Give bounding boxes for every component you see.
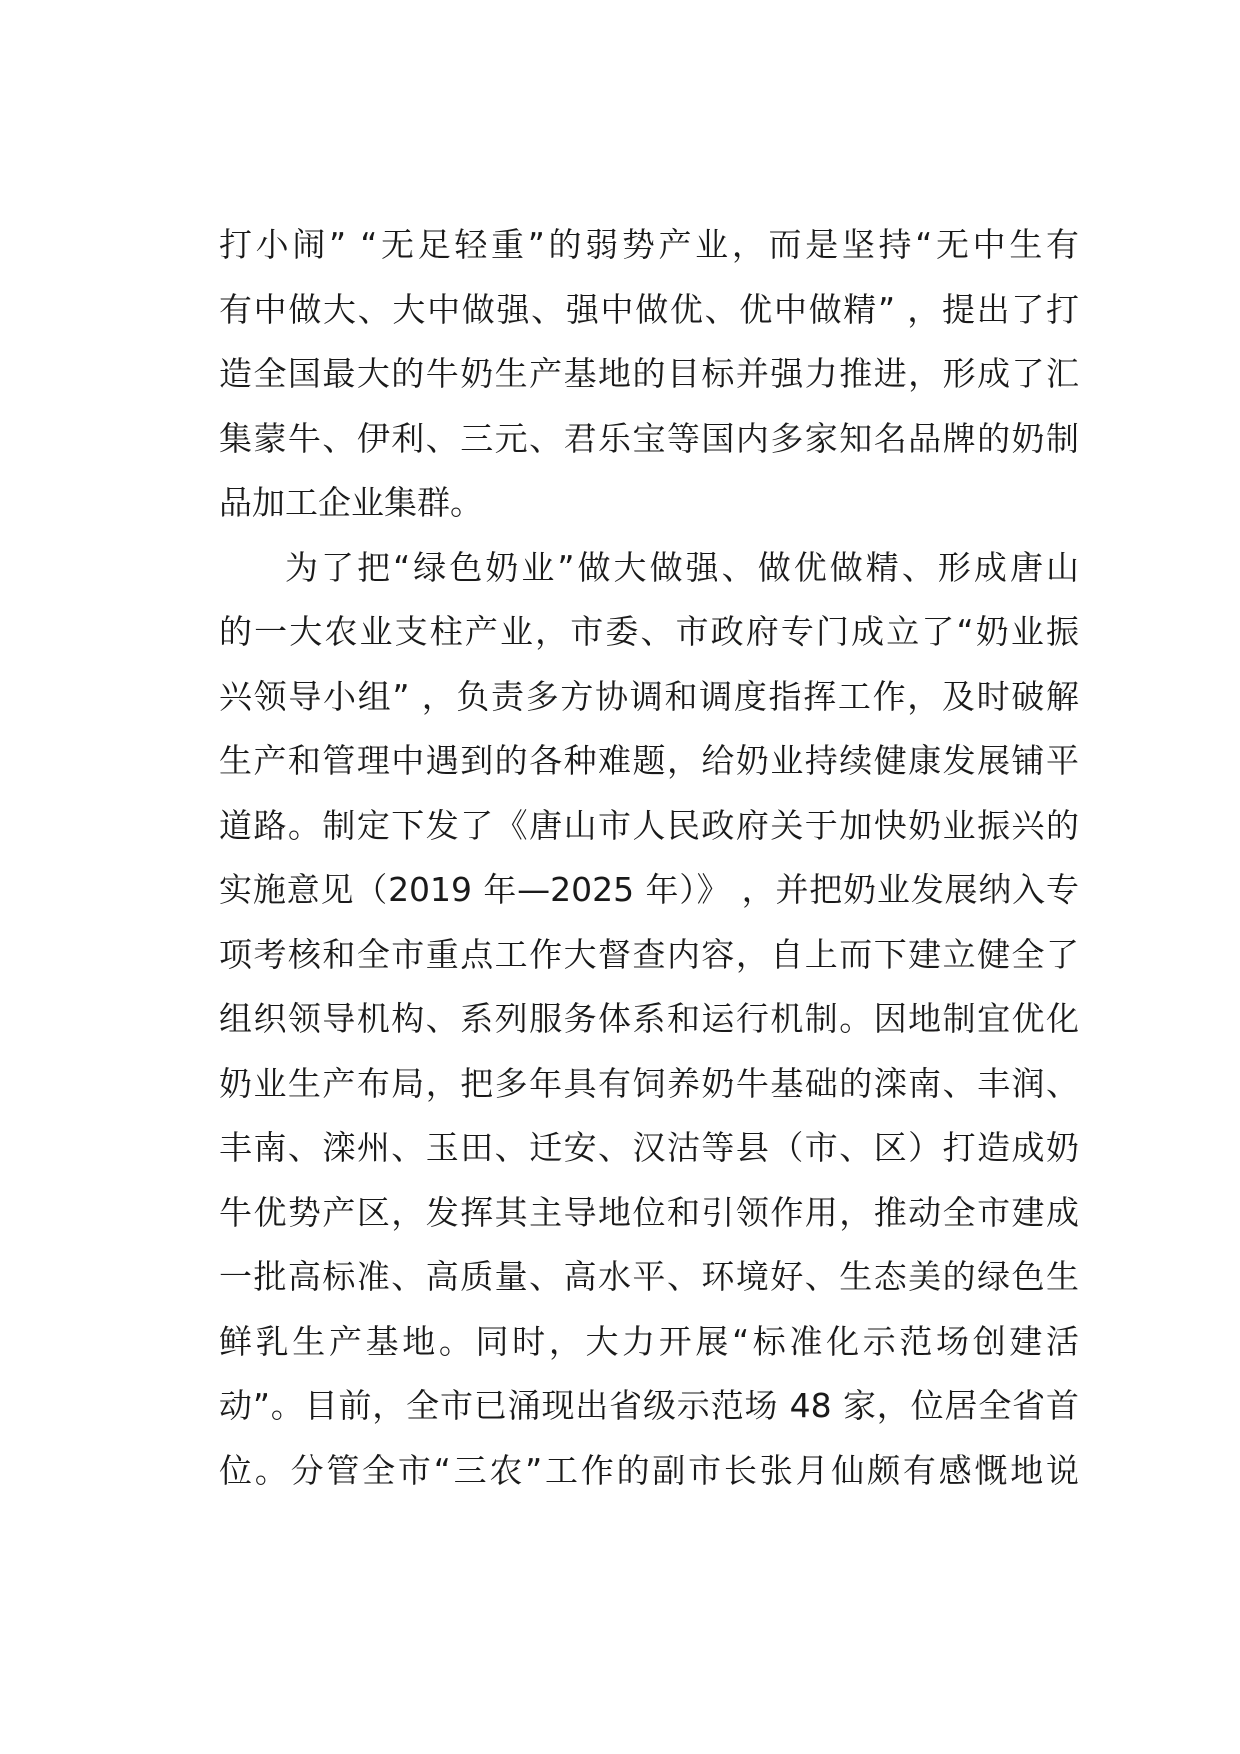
text-line: 动”。目前，全市已涌现出省级示范场 48 家，位居全省首: [219, 1386, 1079, 1425]
text-line: 道路。制定下发了《唐山市人民政府关于加快奶业振兴的: [219, 805, 1079, 845]
text-line: 组织领导机构、系列服务体系和运行机制。因地制宜优化: [219, 999, 1079, 1038]
text-line: 牛优势产区，发挥其主导地位和引领作用，推动全市建成: [219, 1192, 1079, 1232]
text-line: 的一大农业支柱产业，市委、市政府专门成立了“奶业振: [219, 612, 1079, 651]
text-line: 奶业生产布局，把多年具有饲养奶牛基础的滦南、丰润、: [219, 1063, 1079, 1103]
text-line: 位。分管全市“三农”工作的副市长张月仙颇有感慨地说: [219, 1450, 1079, 1490]
text-line: 打小闹” “无足轻重”的弱势产业，而是坚持“无中生有: [219, 225, 1079, 264]
text-line: 有中做大、大中做强、强中做优、优中做精” ，提出了打: [219, 289, 1079, 329]
text-line: 鲜乳生产基地。同时，大力开展“标准化示范场创建活: [219, 1321, 1079, 1361]
text-line: 丰南、滦州、玉田、迁安、汉沽等县（市、区）打造成奶: [219, 1128, 1079, 1167]
text-line: 造全国最大的牛奶生产基地的目标并强力推进，形成了汇: [219, 354, 1079, 393]
paragraph-2: [219, 536, 1079, 1504]
text-line: 集蒙牛、伊利、三元、君乐宝等国内多家知名品牌的奶制: [219, 418, 1079, 458]
text-line: 为了把“绿色奶业”做大做强、做优做精、形成唐山: [285, 547, 1079, 587]
text-line: 生产和管理中遇到的各种难题，给奶业持续健康发展铺平: [219, 741, 1079, 780]
text-line: 一批高标准、高质量、高水平、环境好、生态美的绿色生: [219, 1257, 1079, 1296]
text-line: 兴领导小组” ，负责多方协调和调度指挥工作，及时破解: [219, 676, 1079, 716]
text-line: 项考核和全市重点工作大督查内容，自上而下建立健全了: [219, 934, 1079, 974]
text-line: 品加工企业集群。: [219, 483, 483, 522]
paragraph-1: [219, 213, 1079, 536]
text-line: 实施意见（2019 年—2025 年）》 ，并把奶业发展纳入专: [219, 870, 1079, 909]
body-text: [219, 213, 1079, 1503]
